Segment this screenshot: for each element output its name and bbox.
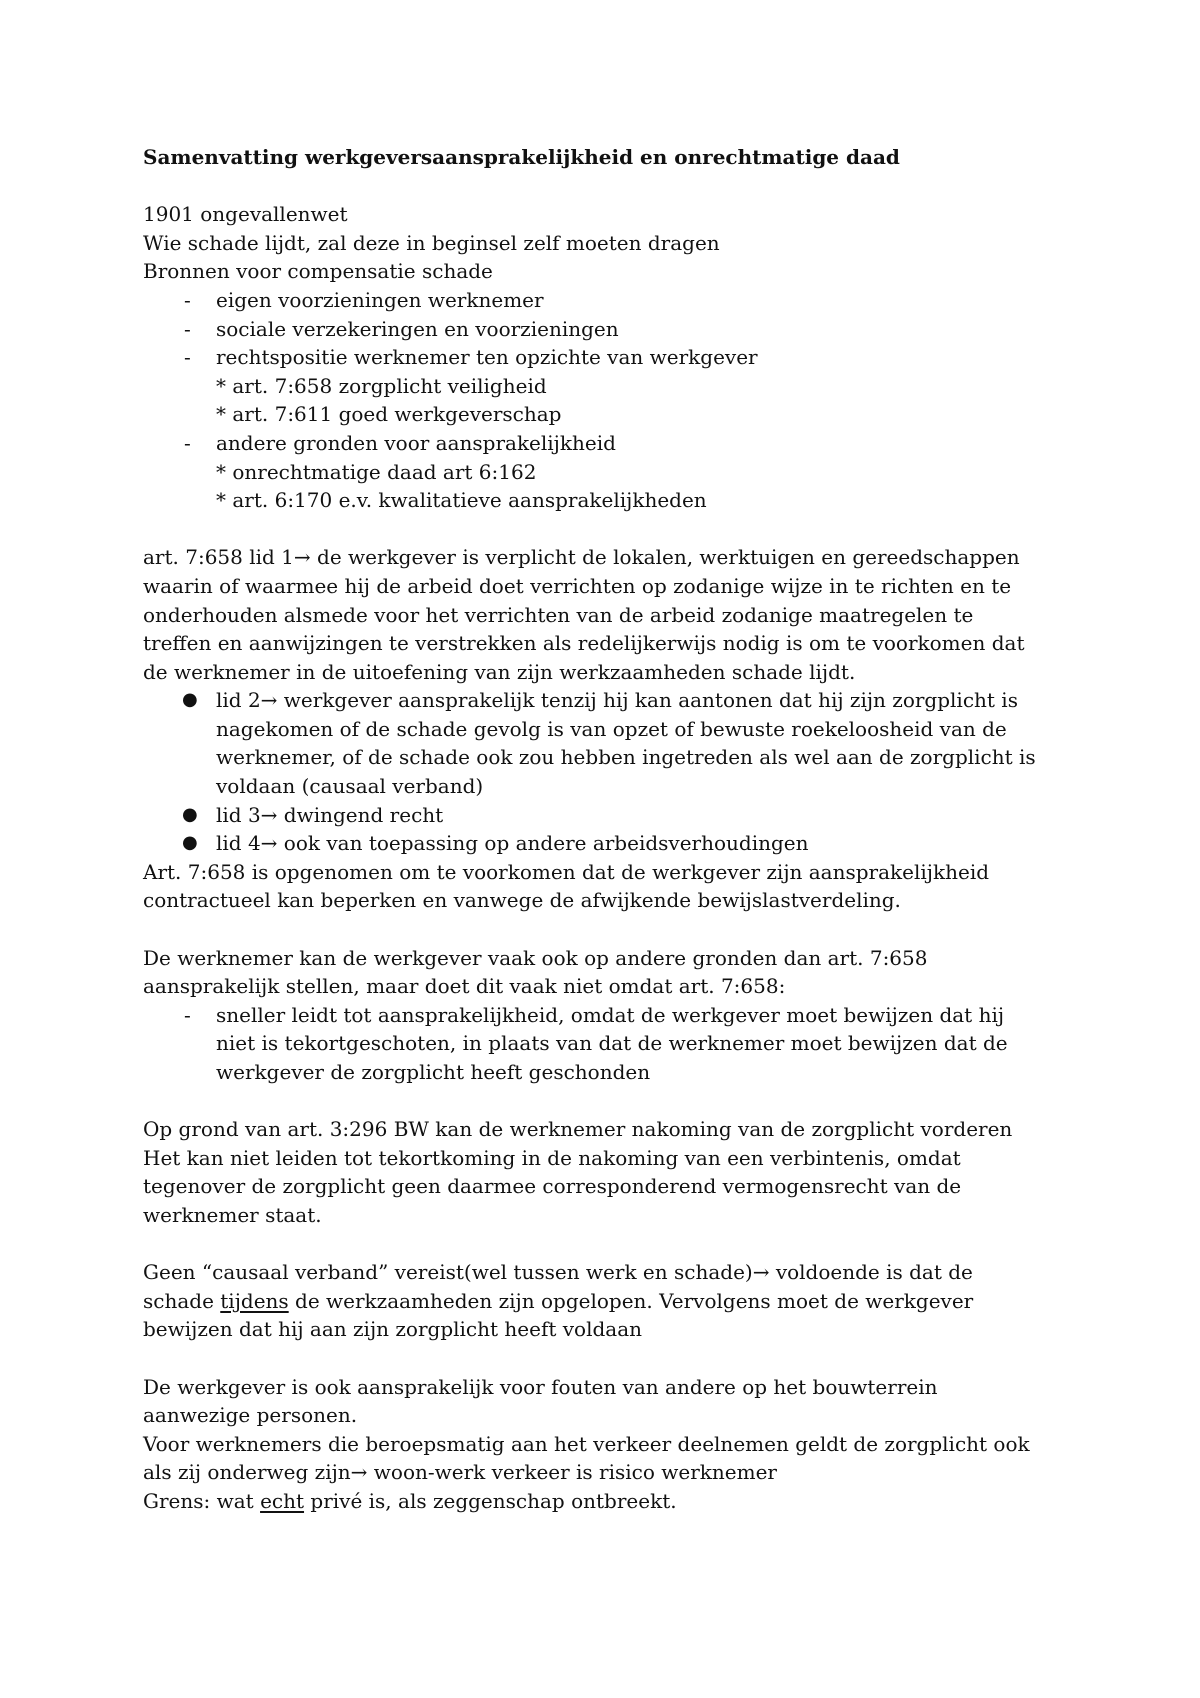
paragraph-line: art. 7:658 lid 1→ de werkgever is verplicht de lokalen, werktuigen en gereedschappen — [143, 545, 1020, 570]
list-item-text: andere gronden voor aansprakelijkheid — [216, 430, 616, 455]
paragraph-line: bewijzen dat hij aan zijn zorgplicht heeft voldaan — [143, 1317, 643, 1342]
list-item-line: niet is tekortgeschoten, in plaats van dat de werknemer moet bewijzen dat de — [216, 1031, 1008, 1056]
intro-section — [143, 200, 1103, 515]
paragraph-line: Bronnen voor compensatie schade — [143, 259, 493, 284]
sub-list-item: * art. 6:170 e.v. kwalitatieve aansprakelijkheden — [216, 488, 707, 513]
list-item — [143, 315, 1103, 344]
paragraph-line: waarin of waarmee hij de arbeid doet verrichten op zodanige wijze in te richten en te — [143, 573, 1012, 598]
bullet-line: lid 4→ ook van toepassing op andere arbeidsverhoudingen — [216, 831, 809, 856]
paragraph-line: Geen “causaal verband” vereist(wel tussen werk en schade)→ voldoende is dat de — [143, 1260, 973, 1285]
art-3296-section — [143, 1115, 1103, 1229]
list-item-text: sociale verzekeringen en voorzieningen — [216, 316, 619, 341]
paragraph-line — [143, 1287, 1103, 1316]
paragraph-line: Op grond van art. 3:296 BW kan de werknemer nakoming van de zorgplicht vorderen — [143, 1117, 1013, 1142]
list-item — [143, 286, 1103, 315]
paragraph-line: treffen en aanwijzingen te verstrekken als redelijkerwijs nodig is om te voorkomen dat — [143, 631, 1025, 656]
list-item-line: sneller leidt tot aansprakelijkheid, omdat de werkgever moet bewijzen dat hij — [216, 1002, 1005, 1027]
paragraph-line: tegenover de zorgplicht geen daarmee corresponderend vermogensrecht van de — [143, 1174, 962, 1199]
paragraph-line: werknemer staat. — [143, 1202, 322, 1227]
dash-marker: - — [184, 1002, 191, 1027]
paragraph-line: als zij onderweg zijn→ woon-werk verkeer is risico werknemer — [143, 1460, 777, 1485]
paragraph-line: aansprakelijk stellen, maar doet dit vaak niet omdat art. 7:658: — [143, 974, 786, 999]
list-item — [143, 429, 1103, 458]
paragraph-spacer — [143, 1230, 1103, 1259]
underlined-word: tijdens — [220, 1288, 289, 1313]
paragraph-spacer — [143, 1087, 1103, 1116]
text-run: Grens: wat — [143, 1488, 261, 1513]
paragraph-line: contractueel kan beperken en vanwege de afwijkende bewijslastverdeling. — [143, 888, 901, 913]
bullet-line: nagekomen of de schade gevolg is van opzet of bewuste roekeloosheid van de — [216, 716, 1007, 741]
paragraph-line: 1901 ongevallenwet — [143, 202, 348, 227]
paragraph-line: De werknemer kan de werkgever vaak ook op andere gronden dan art. 7:658 — [143, 945, 928, 970]
document-title: Samenvatting werkgeversaansprakelijkheid en onrechtmatige daad — [143, 145, 900, 169]
paragraph-line: de werknemer in de uitoefening van zijn werkzaamheden schade lijdt. — [143, 659, 856, 684]
bullet-marker: ● — [182, 803, 198, 825]
underlined-word: echt — [260, 1488, 305, 1513]
list-item-text: rechtspositie werknemer ten opzichte van werkgever — [216, 345, 758, 370]
sub-list-item: * onrechtmatige daad art 6:162 — [216, 459, 537, 484]
bullet-item — [143, 829, 1103, 858]
list-item — [143, 343, 1103, 372]
paragraph-line: Wie schade lijdt, zal deze in beginsel zelf moeten dragen — [143, 230, 720, 255]
paragraph-line: De werkgever is ook aansprakelijk voor fouten van andere op het bouwterrein — [143, 1374, 938, 1399]
paragraph-spacer — [143, 515, 1103, 544]
bullet-line: voldaan (causaal verband) — [216, 774, 484, 799]
paragraph-line: aanwezige personen. — [143, 1403, 358, 1428]
list-item-line: werkgever de zorgplicht heeft geschonden — [216, 1060, 651, 1084]
text-run: privé is, als zeggenschap ontbreekt. — [304, 1488, 677, 1513]
dash-marker: - — [184, 287, 191, 312]
paragraph-line: Art. 7:658 is opgenomen om te voorkomen dat de werkgever zijn aansprakelijkheid — [143, 859, 990, 884]
paragraph-line — [143, 1487, 1103, 1516]
bullet-line: lid 2→ werkgever aansprakelijk tenzij hij kan aantonen dat hij zijn zorgplicht is — [216, 688, 1018, 713]
bullet-marker: ● — [182, 832, 198, 854]
causaal-section — [143, 1258, 1103, 1344]
art-658-section — [143, 543, 1103, 915]
document-page — [143, 143, 1103, 1516]
dash-marker: - — [184, 430, 191, 455]
paragraph-spacer — [143, 915, 1103, 944]
bullet-line: werknemer, of de schade ook zou hebben ingetreden als wel aan de zorgplicht is — [216, 745, 1036, 770]
bouwterrein-section — [143, 1373, 1103, 1516]
bullet-line: lid 3→ dwingend recht — [216, 802, 444, 827]
bullet-item — [143, 801, 1103, 830]
sub-list-item: * art. 7:611 goed werkgeverschap — [216, 402, 562, 427]
list-item-text: eigen voorzieningen werknemer — [216, 287, 544, 312]
paragraph-line: Voor werknemers die beroepsmatig aan het verkeer deelnemen geldt de zorgplicht ook — [143, 1431, 1030, 1456]
bullet-item — [143, 686, 1103, 800]
text-run: schade — [143, 1288, 221, 1313]
dash-marker: - — [184, 345, 191, 370]
paragraph-line: onderhouden alsmede voor het verrichten van de arbeid zodanige maatregelen te — [143, 602, 974, 627]
list-item — [143, 1001, 1103, 1087]
paragraph-line: Het kan niet leiden tot tekortkoming in de nakoming van een verbintenis, omdat — [143, 1145, 961, 1170]
other-grounds-section — [143, 944, 1103, 1087]
bullet-marker: ● — [182, 689, 198, 711]
dash-marker: - — [184, 316, 191, 341]
sub-list-item: * art. 7:658 zorgplicht veiligheid — [216, 373, 547, 398]
paragraph-spacer — [143, 1344, 1103, 1373]
text-run: de werkzaamheden zijn opgelopen. Vervolgens moet de werkgever — [288, 1288, 974, 1313]
